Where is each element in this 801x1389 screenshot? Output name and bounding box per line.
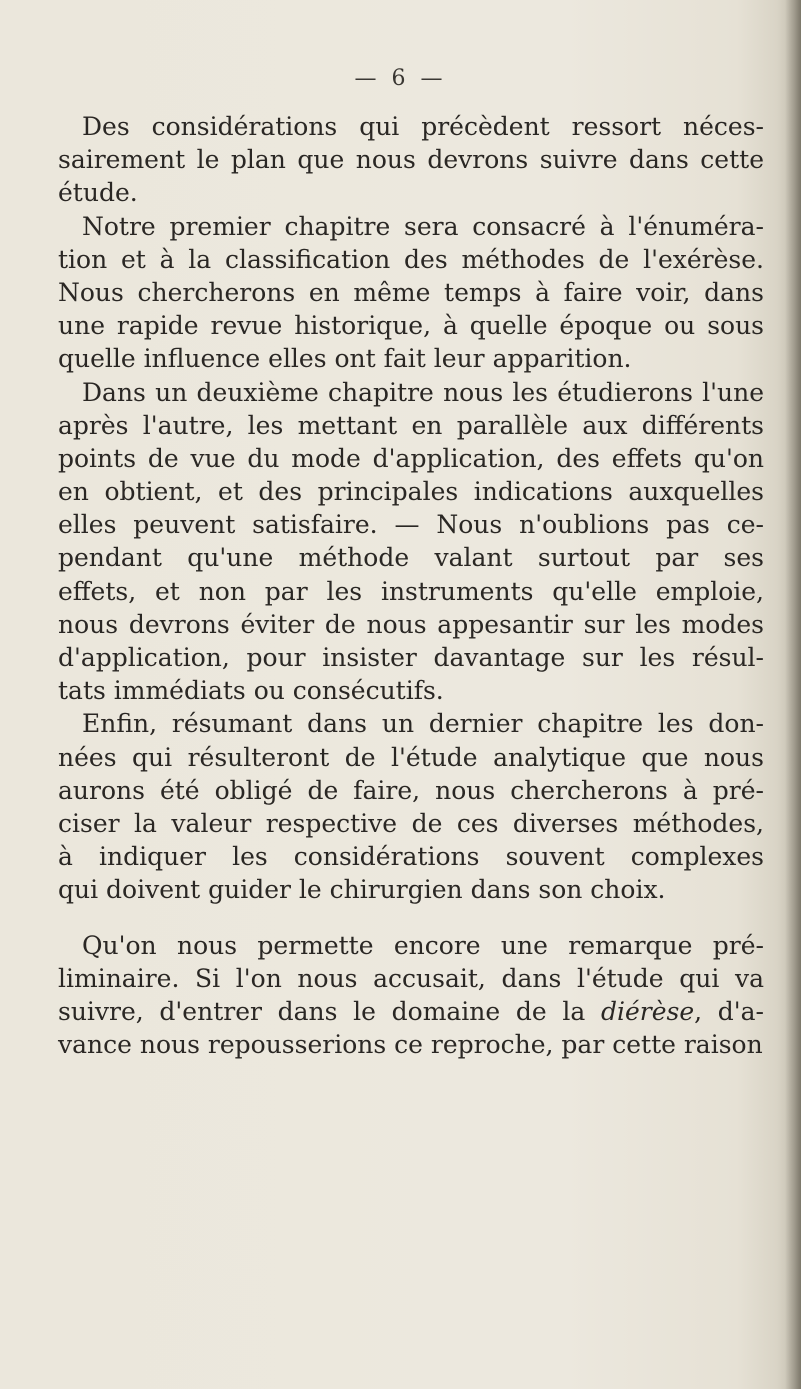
text-line: tats immédiats ou consécutifs.	[58, 676, 444, 706]
text-line: aurons été obligé de faire, nous chercherons à pré-	[58, 775, 764, 805]
text-line: pendant qu'une méthode valant surtout par ses	[58, 543, 764, 573]
text-line: nous devrons éviter de nous appesantir sur les modes	[58, 609, 764, 639]
text-line: une rapide revue historique, à quelle époque ou sous	[58, 311, 764, 341]
text-line: liminaire. Si l'on nous accusait, dans l'étude qui va	[58, 963, 764, 993]
text-line: Des considérations qui précèdent ressort néces-	[82, 112, 764, 141]
text-line: tion et à la classification des méthodes de l'exérèse.	[58, 244, 764, 274]
text-segment: , d'a-	[694, 996, 764, 1026]
paragraph	[58, 929, 764, 1062]
text-line: Dans un deuxième chapitre nous les étudierons l'une	[82, 377, 764, 407]
text-line: à indiquer les considérations souvent complexes	[58, 842, 764, 872]
paragraph	[58, 376, 764, 708]
paragraph	[58, 210, 764, 376]
italic-term: diérèse	[600, 996, 695, 1026]
text-line: sairement le plan que nous devrons suivre dans cette	[58, 145, 764, 175]
paragraph	[58, 707, 764, 906]
text-line-with-italic	[58, 995, 764, 1028]
text-line: effets, et non par les instruments qu'elle emploie,	[58, 576, 764, 606]
text-line: en obtient, et des principales indications auxquelles	[58, 477, 764, 507]
text-line: ciser la valeur respective de ces diverses méthodes,	[58, 808, 764, 838]
text-line: Notre premier chapitre sera consacré à l'énuméra-	[82, 211, 764, 241]
text-line: étude.	[58, 178, 138, 208]
text-line: elles peuvent satisfaire. — Nous n'oublions pas ce-	[58, 510, 764, 540]
text-line: points de vue du mode d'application, des effets qu'on	[58, 443, 764, 473]
text-line: quelle influence elles ont fait leur apparition.	[58, 344, 632, 374]
body-text	[58, 110, 764, 1061]
page-number: — 6 —	[354, 66, 447, 91]
text-line: d'application, pour insister davantage sur les résul-	[58, 643, 764, 672]
text-line: Qu'on nous permette encore une remarque pré-	[82, 930, 764, 960]
text-line: Nous chercherons en même temps à faire voir, dans	[58, 277, 764, 307]
page-edge-shadow	[785, 0, 801, 1389]
text-segment: suivre, d'entrer dans le domaine de la	[58, 996, 601, 1026]
text-line: vance nous repousserions ce reproche, par cette raison	[58, 1030, 763, 1060]
text-line: qui doivent guider le chirurgien dans son choix.	[58, 875, 666, 905]
text-line: Enfin, résumant dans un dernier chapitre les don-	[82, 709, 764, 739]
paragraph-gap	[58, 907, 764, 929]
text-line: nées qui résulteront de l'étude analytique que nous	[58, 742, 764, 772]
text-line: après l'autre, les mettant en parallèle aux différents	[58, 410, 764, 440]
paragraph	[58, 110, 764, 210]
